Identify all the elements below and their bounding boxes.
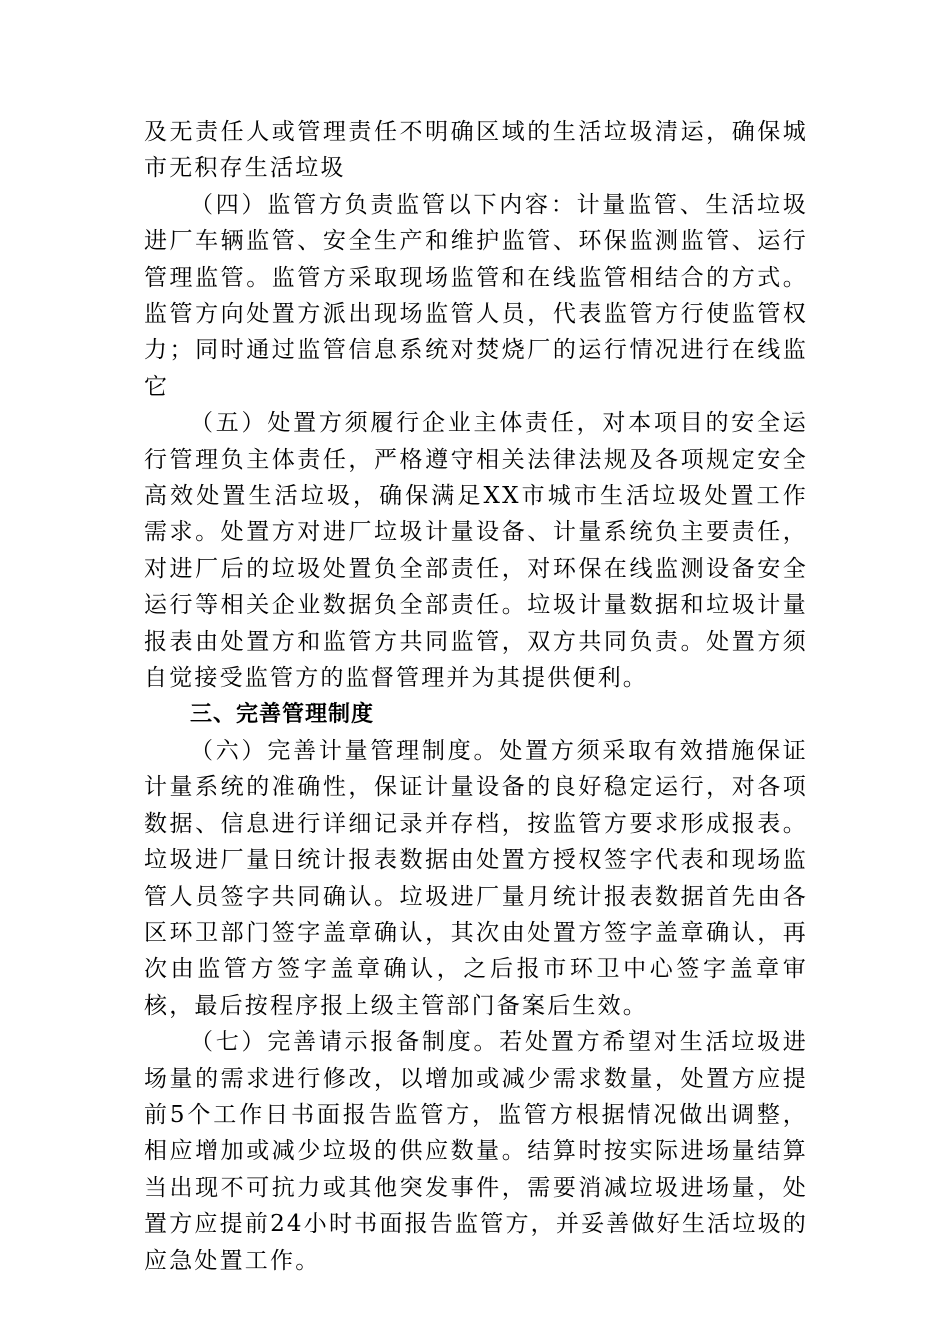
document-page: [144, 114, 808, 1279]
section-heading-3: 三、完善管理制度: [190, 701, 375, 727]
paragraph-item-7: （七）完善请示报备制度。若处置方希望对生活垃圾进场量的需求进行修改，以增加或减少需求数量，处置方应提前5个工作日书面报告监管方，监管方根据情况做出调整，相应增加或减少垃圾的供应数量。结算时按实际进场量结算当出现不可抗力或其他突发事件，需要消减垃圾进场量，处置方应提前24小时书面报告监管方，并妥善做好生活垃圾的应急处置工作。: [144, 1029, 808, 1274]
paragraph-continuation: 及无责任人或管理责任不明确区域的生活垃圾清运，确保城市无积存生活垃圾: [144, 119, 808, 182]
paragraph-item-4: （四）监管方负责监管以下内容：计量监管、生活垃圾进厂车辆监管、安全生产和维护监管、环保监测监管、运行管理监管。监管方采取现场监管和在线监管相结合的方式。监管方向处置方派出现场监管人员，代表监管方行使监管权力；同时通过监管信息系统对焚烧厂的运行情况进行在线监它: [144, 191, 808, 400]
paragraph-item-5: （五）处置方须履行企业主体责任，对本项目的安全运行管理负主体责任，严格遵守相关法律法规及各项规定安全高效处置生活垃圾，确保满足XX市城市生活垃圾处置工作需求。处置方对进厂垃圾计量设备、计量系统负主要责任，对进厂后的垃圾处置负全部责任，对环保在线监测设备安全运行等相关企业数据负全部责任。垃圾计量数据和垃圾计量报表由处置方和监管方共同监管，双方共同负责。处置方须自觉接受监管方的监督管理并为其提供便利。: [144, 410, 808, 692]
paragraph-item-6: （六）完善计量管理制度。处置方须采取有效措施保证计量系统的准确性，保证计量设备的良好稳定运行，对各项数据、信息进行详细记录并存档，按监管方要求形成报表。垃圾进厂量日统计报表数据由处置方授权签字代表和现场监管人员签字共同确认。垃圾进厂量月统计报表数据首先由各区环卫部门签字盖章确认，其次由处置方签字盖章确认，再次由监管方签字盖章确认，之后报市环卫中心签字盖章审核，最后按程序报上级主管部门备案后生效。: [144, 737, 808, 1019]
